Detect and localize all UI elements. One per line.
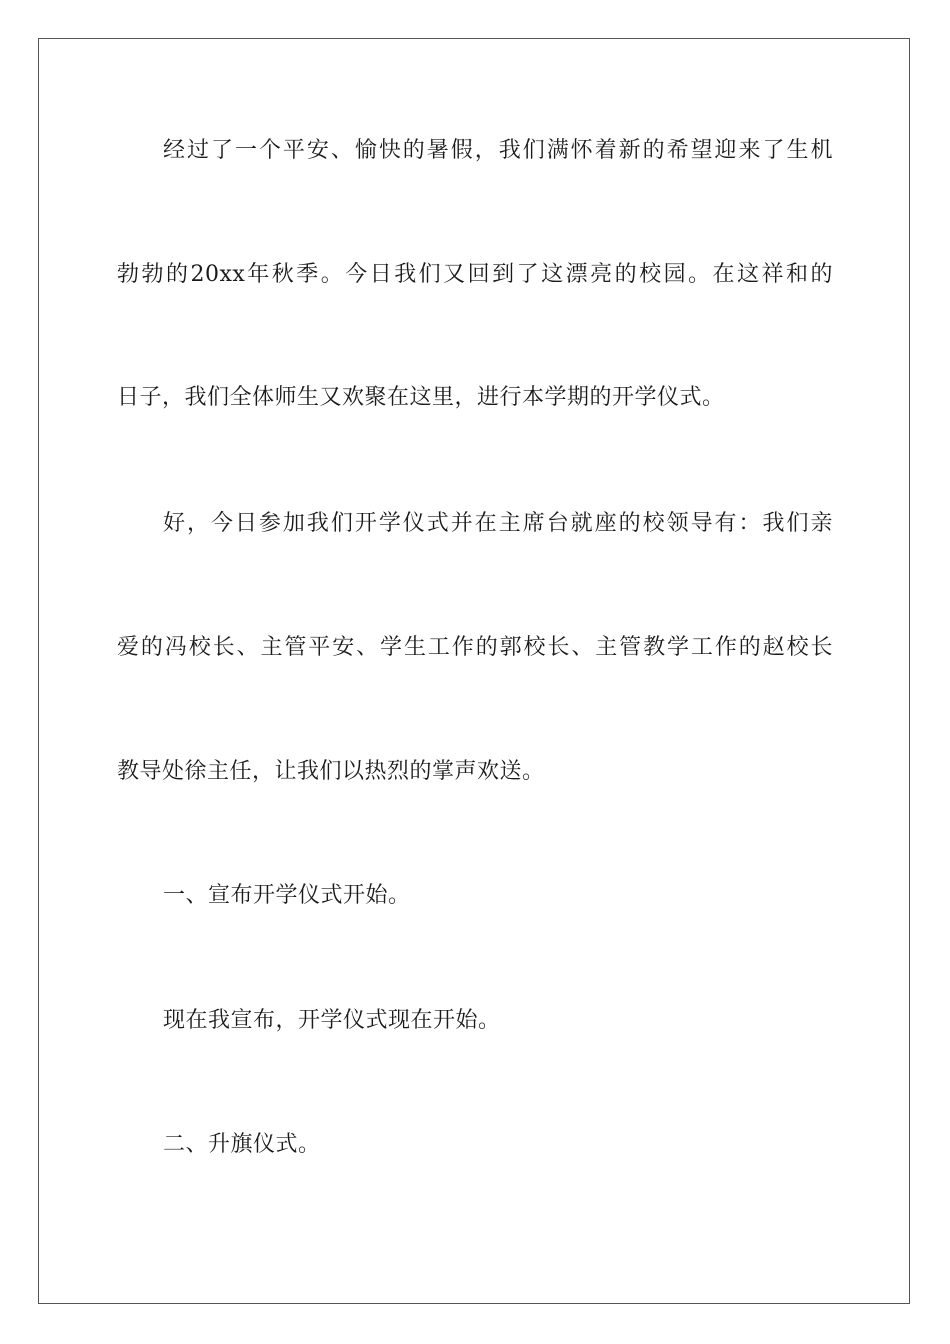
paragraph-line: 勃勃的20xx年秋季。今日我们又回到了这漂亮的校园。在这祥和的 (117, 262, 833, 287)
section-heading: 一、宣布开学仪式开始。 (163, 883, 411, 908)
paragraph-line: 教导处徐主任，让我们以热烈的掌声欢送。 (117, 759, 545, 784)
paragraph-line: 爱的冯校长、主管平安、学生工作的郭校长、主管教学工作的赵校长 (117, 635, 833, 660)
page-border (38, 38, 910, 1304)
section-heading: 二、升旗仪式。 (163, 1132, 321, 1157)
paragraph-line: 好，今日参加我们开学仪式并在主席台就座的校领导有：我们亲 (163, 511, 833, 536)
paragraph-line: 现在我宣布，开学仪式现在开始。 (163, 1008, 501, 1033)
paragraph-line: 经过了一个平安、愉快的暑假，我们满怀着新的希望迎来了生机 (163, 138, 833, 163)
paragraph-line: 日子，我们全体师生又欢聚在这里，进行本学期的开学仪式。 (117, 385, 725, 410)
